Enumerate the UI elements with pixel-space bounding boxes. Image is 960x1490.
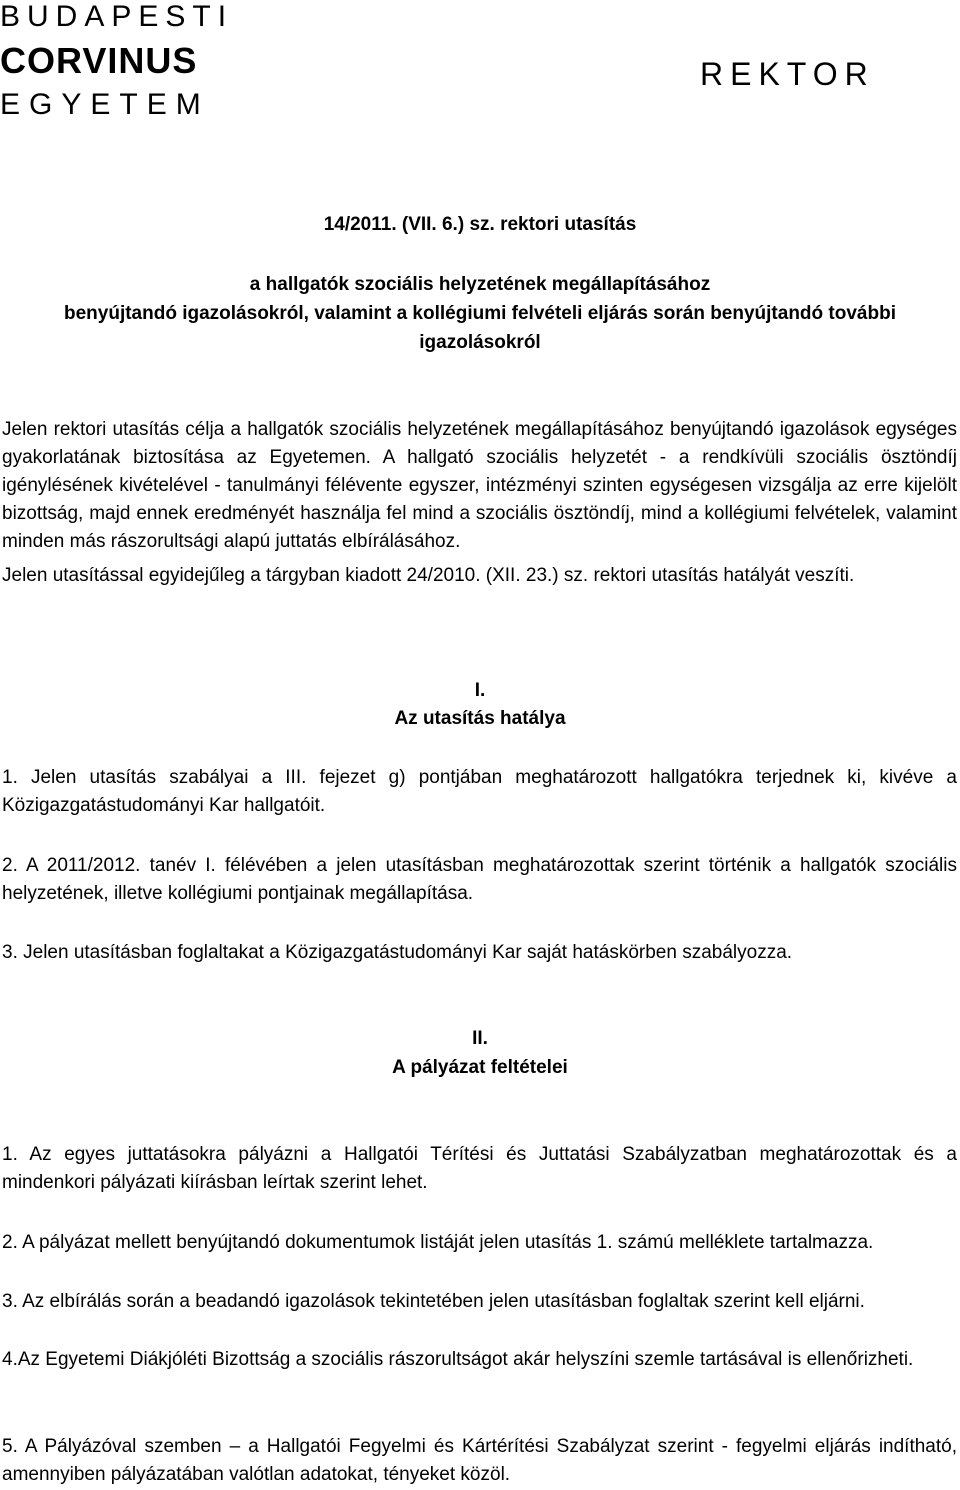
rektor-heading: REKTOR <box>700 56 875 92</box>
logo-line-egyetem: EGYETEM <box>0 88 210 121</box>
document-subtitle-line3: igazolásokról <box>419 332 541 353</box>
section1-item-3: 3. Jelen utasításban foglaltakat a Közigazgatástudományi Kar saját hatáskörben szabályozza. <box>2 942 793 963</box>
section1-numeral: I. <box>474 680 486 701</box>
section1-heading: Az utasítás hatálya <box>394 708 566 729</box>
section2-item-2: 2. A pályázat mellett benyújtandó dokumentumok listáját jelen utasítás 1. számú melléklete tartalmazza. <box>2 1232 874 1253</box>
section1-item-2: 2. A 2011/2012. tanév I. félévében a jelen utasításban meghatározottak szerint történik a hallgatók szociális helyzetének, illetve kollégiumi pontjainak megállapítása. <box>2 855 957 904</box>
section2-item-4: 4.Az Egyetemi Diákjóléti Bizottság a szociális rászorultságot akár helyszíni szemle tartásával is ellenőrizheti. <box>2 1349 914 1370</box>
section1-item-1: 1. Jelen utasítás szabályai a III. fejezet g) pontjában meghatározott hallgatókra terjednek ki, kivéve a Közigazgatástudományi Kar hallgatóit. <box>2 767 957 816</box>
document-subtitle-line1: a hallgatók szociális helyzetének megállapításához <box>249 274 711 295</box>
document-subtitle-line2: benyújtandó igazolásokról, valamint a kollégiumi felvételi eljárás során benyújtandó további <box>64 303 896 324</box>
section2-heading: A pályázat feltételei <box>392 1057 568 1078</box>
section2-numeral: II. <box>472 1028 488 1049</box>
intro-repeal-paragraph: Jelen utasítással egyidejűleg a tárgyban kiadott 24/2010. (XII. 23.) sz. rektori utasítás hatályát veszíti. <box>2 565 855 586</box>
section2-item-5: 5. A Pályázóval szemben – a Hallgatói Fegyelmi és Kártérítési Szabályzat szerint - fegyelmi eljárás indítható, amennyiben pályázatában valótlan adatokat, tényeket közöl. <box>2 1436 957 1485</box>
intro-paragraph: Jelen rektori utasítás célja a hallgatók szociális helyzetének megállapításához benyújtandó igazolások egységes gyakorlatának biztosítása az Egyetemen. A hallgató szociális helyzetét - a rendkívüli szociális ösztöndíj igénylésének kivételével - tanulmányi félévente egyszer, intézményi szinten egységesen vizsgálja az erre kijelölt bizottság, majd ennek eredményét használja fel mind a szociális ösztöndíj, mind a kollégiumi felvételek, valamint minden más rászorultsági alapú juttatás elbírálásához. <box>2 419 957 552</box>
logo-line-corvinus: CORVINUS <box>0 40 198 81</box>
logo-line-budapesti: BUDAPESTI <box>0 0 234 33</box>
document-number: 14/2011. (VII. 6.) sz. rektori utasítás <box>323 214 637 235</box>
section2-item-1: 1. Az egyes juttatásokra pályázni a Hallgatói Térítési és Juttatási Szabályzatban meghatározottak és a mindenkori pályázati kiírásban leírtak szerint lehet. <box>2 1144 957 1193</box>
section2-item-3: 3. Az elbírálás során a beadandó igazolások tekintetében jelen utasításban foglaltak szerint kell eljárni. <box>2 1291 865 1312</box>
